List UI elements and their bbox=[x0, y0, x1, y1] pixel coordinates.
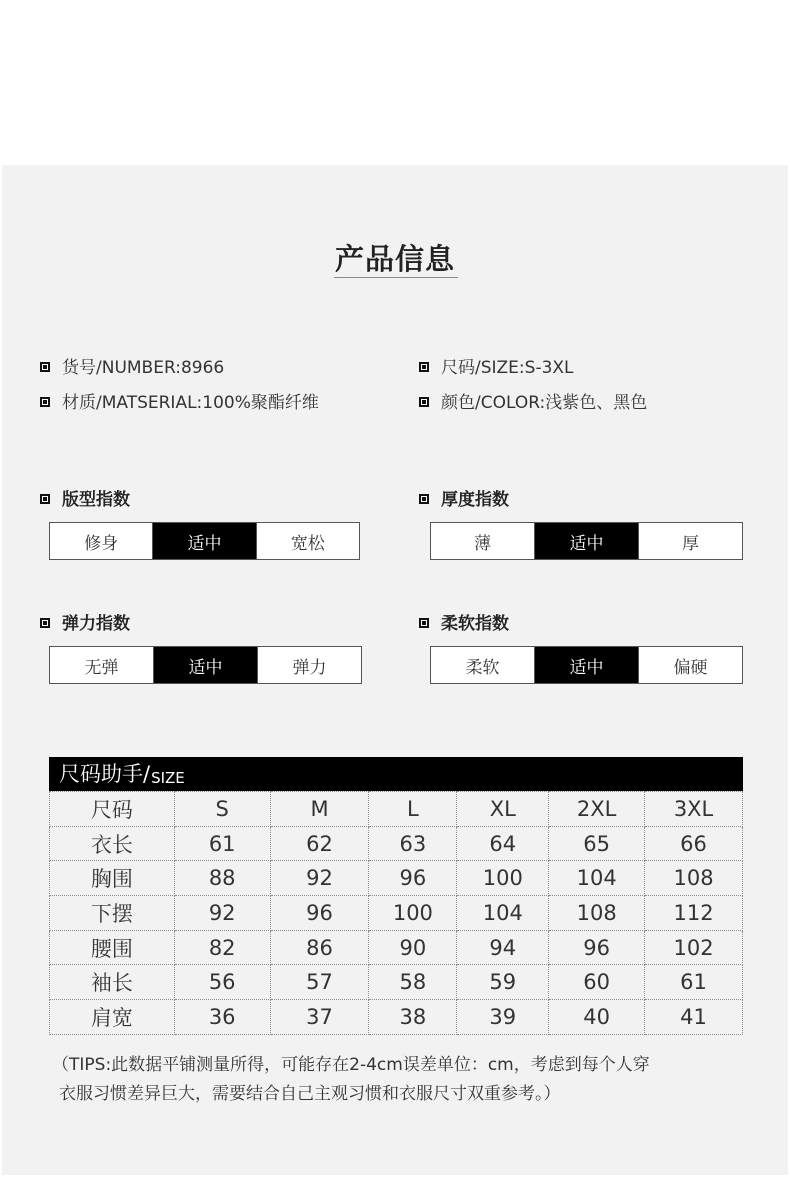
table-row bbox=[50, 826, 743, 861]
table-row-label: 肩宽 bbox=[50, 1000, 175, 1035]
table-row-label: 尺码 bbox=[50, 792, 175, 827]
thickness-option-thick: 厚 bbox=[638, 523, 742, 559]
bullet-icon bbox=[40, 618, 50, 628]
info-number-text: 货号/NUMBER:8966 bbox=[62, 358, 225, 378]
elasticity-option-none: 无弹 bbox=[84, 657, 119, 678]
elasticity-option-stretch: 弹力 bbox=[257, 647, 361, 683]
size-table-header-row bbox=[50, 792, 743, 827]
fit-option-slim: 修身 bbox=[84, 533, 119, 554]
table-row-label: 衣长 bbox=[50, 826, 175, 861]
table-cell: 102 bbox=[645, 930, 743, 965]
table-cell: XL bbox=[457, 792, 549, 827]
softness-option-stiff: 偏硬 bbox=[638, 647, 742, 683]
bullet-icon bbox=[419, 397, 429, 407]
table-cell: 104 bbox=[549, 861, 645, 896]
table-cell: 39 bbox=[457, 1000, 549, 1035]
size-chart-title: 尺码助手/ bbox=[59, 762, 151, 786]
bullet-icon bbox=[40, 494, 50, 504]
info-number bbox=[40, 353, 224, 378]
bullet-icon bbox=[419, 362, 429, 372]
table-cell: 96 bbox=[369, 861, 457, 896]
softness-index-scale bbox=[430, 646, 743, 684]
table-cell: 90 bbox=[369, 930, 457, 965]
table-cell: 112 bbox=[645, 896, 743, 931]
softness-option-soft: 柔软 bbox=[465, 657, 500, 678]
table-cell: 86 bbox=[270, 930, 369, 965]
softness-index-title: 柔软指数 bbox=[441, 614, 509, 634]
table-cell: 59 bbox=[457, 965, 549, 1000]
table-cell: M bbox=[270, 792, 369, 827]
table-cell: 58 bbox=[369, 965, 457, 1000]
table-cell: L bbox=[369, 792, 457, 827]
table-cell: 64 bbox=[457, 826, 549, 861]
info-material bbox=[40, 388, 319, 413]
product-info-panel bbox=[2, 165, 788, 1175]
table-cell: 88 bbox=[174, 861, 270, 896]
size-chart-header bbox=[49, 757, 743, 791]
table-cell: 2XL bbox=[549, 792, 645, 827]
fit-option-loose: 宽松 bbox=[256, 523, 359, 559]
table-cell: 96 bbox=[549, 930, 645, 965]
thickness-index-scale bbox=[430, 522, 743, 560]
bullet-icon bbox=[419, 618, 429, 628]
bullet-icon bbox=[40, 397, 50, 407]
table-cell: 62 bbox=[270, 826, 369, 861]
size-chart-title-en: SIZE bbox=[151, 769, 185, 787]
info-color bbox=[419, 388, 647, 413]
info-color-text: 颜色/COLOR:浅紫色、黑色 bbox=[441, 393, 648, 413]
table-row-label: 下摆 bbox=[50, 896, 175, 931]
table-row-label: 袖长 bbox=[50, 965, 175, 1000]
table-cell: 92 bbox=[270, 861, 369, 896]
fit-option-regular: 适中 bbox=[152, 523, 255, 559]
table-cell: 56 bbox=[174, 965, 270, 1000]
table-row bbox=[50, 1000, 743, 1035]
thickness-index-title: 厚度指数 bbox=[441, 490, 509, 510]
info-material-text: 材质/MATSERIAL:100%聚酯纤维 bbox=[62, 393, 319, 413]
table-cell: 37 bbox=[270, 1000, 369, 1035]
table-cell: 63 bbox=[369, 826, 457, 861]
table-cell: 96 bbox=[270, 896, 369, 931]
bullet-icon bbox=[419, 494, 429, 504]
size-table bbox=[49, 791, 743, 1035]
table-cell: 94 bbox=[457, 930, 549, 965]
fit-index-title: 版型指数 bbox=[62, 490, 130, 510]
table-cell: 38 bbox=[369, 1000, 457, 1035]
table-cell: 40 bbox=[549, 1000, 645, 1035]
title-underline bbox=[334, 277, 458, 278]
table-row bbox=[50, 896, 743, 931]
table-cell: 61 bbox=[174, 826, 270, 861]
elasticity-index-label bbox=[40, 609, 130, 634]
tips-line: 衣服习惯差异巨大，需要结合自己主观习惯和衣服尺寸双重参考。） bbox=[59, 1084, 561, 1104]
table-cell: 65 bbox=[549, 826, 645, 861]
elasticity-option-regular: 适中 bbox=[153, 647, 257, 683]
table-row bbox=[50, 965, 743, 1000]
bullet-icon bbox=[40, 362, 50, 372]
softness-option-regular: 适中 bbox=[534, 647, 638, 683]
softness-index-label bbox=[419, 609, 509, 634]
table-cell: 92 bbox=[174, 896, 270, 931]
thickness-index-label bbox=[419, 485, 509, 510]
table-cell: 108 bbox=[549, 896, 645, 931]
table-cell: 36 bbox=[174, 1000, 270, 1035]
table-cell: 61 bbox=[645, 965, 743, 1000]
table-cell: 82 bbox=[174, 930, 270, 965]
section-title: 产品信息 bbox=[334, 242, 455, 276]
table-cell: 100 bbox=[369, 896, 457, 931]
elasticity-index-scale bbox=[49, 646, 362, 684]
tips-note bbox=[52, 1051, 650, 1109]
thickness-option-thin: 薄 bbox=[474, 533, 491, 554]
table-cell: 3XL bbox=[645, 792, 743, 827]
elasticity-index-title: 弹力指数 bbox=[62, 614, 130, 634]
table-cell: 57 bbox=[270, 965, 369, 1000]
table-cell: 66 bbox=[645, 826, 743, 861]
table-cell: S bbox=[174, 792, 270, 827]
table-cell: 104 bbox=[457, 896, 549, 931]
table-cell: 100 bbox=[457, 861, 549, 896]
thickness-option-regular: 适中 bbox=[534, 523, 638, 559]
table-cell: 41 bbox=[645, 1000, 743, 1035]
info-size bbox=[419, 353, 574, 378]
table-cell: 60 bbox=[549, 965, 645, 1000]
fit-index-label bbox=[40, 485, 130, 510]
table-row bbox=[50, 930, 743, 965]
table-row-label: 腰围 bbox=[50, 930, 175, 965]
table-row-label: 胸围 bbox=[50, 861, 175, 896]
tips-line: （TIPS:此数据平铺测量所得，可能存在2-4cm误差单位：cm，考虑到每个人穿 bbox=[52, 1055, 650, 1075]
info-size-text: 尺码/SIZE:S-3XL bbox=[441, 358, 574, 378]
fit-index-scale bbox=[49, 522, 360, 560]
table-cell: 108 bbox=[645, 861, 743, 896]
table-row bbox=[50, 861, 743, 896]
